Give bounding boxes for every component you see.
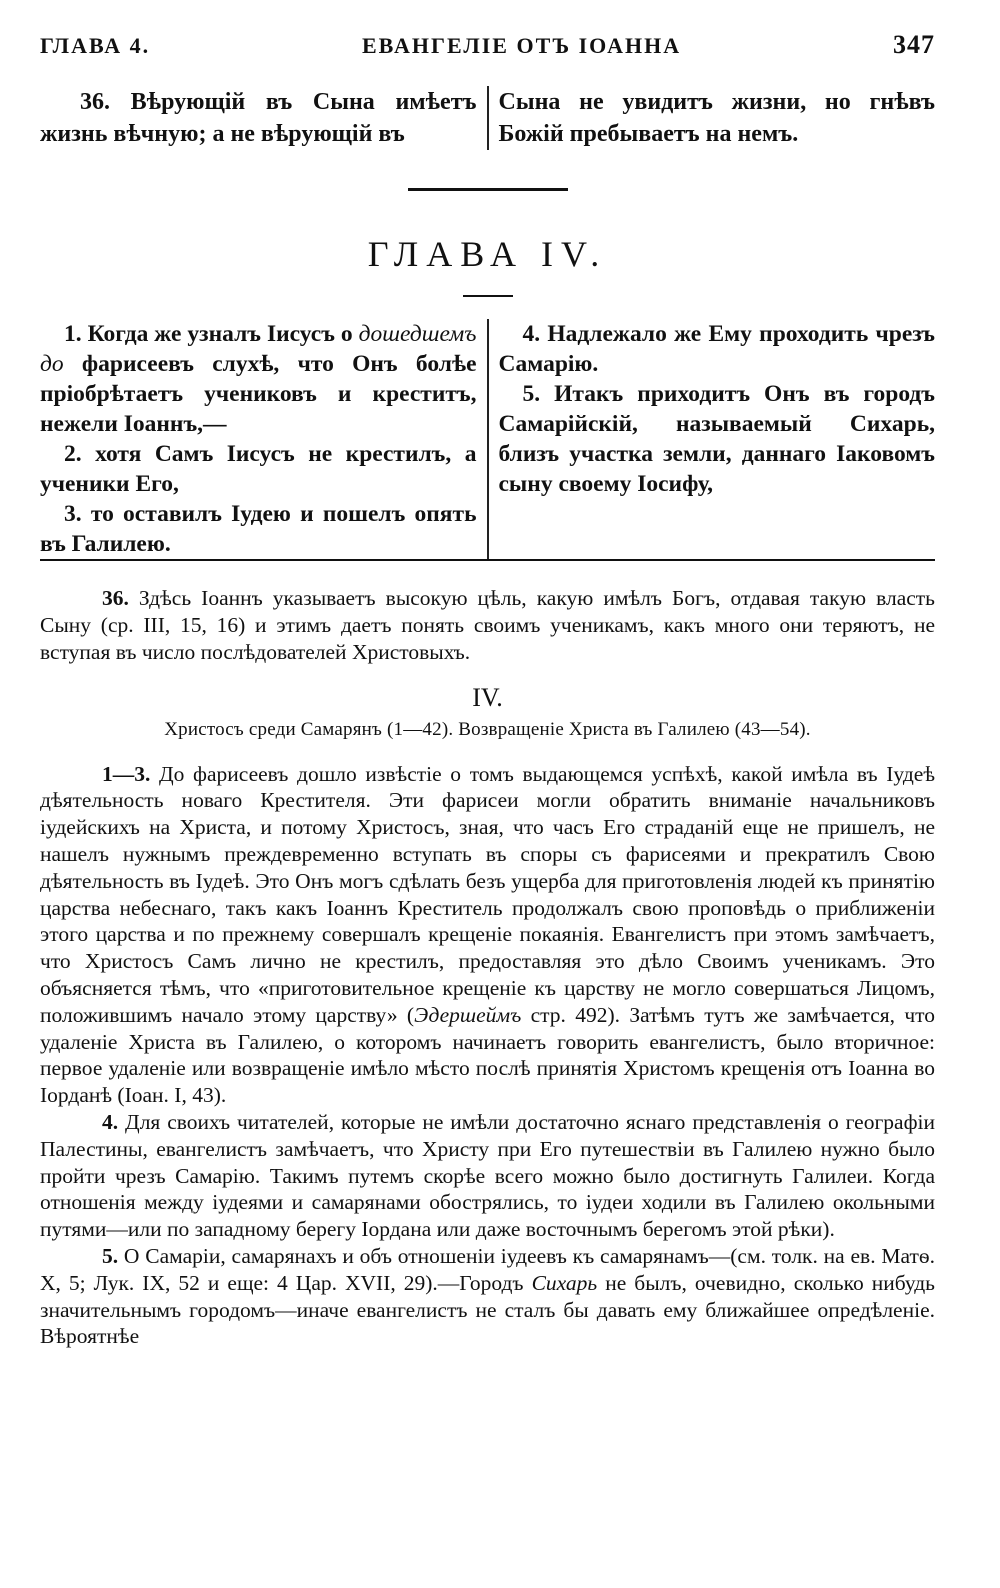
verse-4: 4. Надлежало же Ему проходить чрезъ Самарію. [498, 321, 935, 377]
verse-number: 4. [522, 321, 541, 347]
commentary-rule [40, 559, 935, 561]
comment-5: 5. О Самаріи, самарянахъ и объ отношеніи іудеевъ къ самарянамъ—(см. толк. на ев. Матѳ. X, 5; Лук. IX, 52 и еще: 4 Цар. XVII, 29).—Городъ Сихарь не былъ, очевидно, сколько нибудь значительнымъ городомъ—иначе евангелистъ не сталъ бы давать ему ближайшее опредѣленіе. Вѣроятнѣе [40, 1243, 935, 1349]
verse-number: 2. [64, 441, 82, 467]
header-title: ЕВАНГЕЛІЕ ОТЪ ІОАННА [361, 33, 682, 58]
chapter-verses [40, 319, 935, 559]
verse-number: 5. [522, 381, 541, 407]
comment-1-3: 1—3. До фарисеевъ дошло извѣстіе о томъ выдающемся успѣхѣ, какой имѣла въ Іудеѣ дѣятельность новаго Крестителя. Эти фарисеи могли обратить вниманіе начальниковъ іудейскихъ на Христа, и потому Христосъ, зная, что часъ Его страданій еще не пришелъ, не нашелъ нужнымъ преждевременно вступать въ споры съ фарисеями и прекратилъ Свою дѣятельность въ Іудеѣ. Это Онъ могъ сдѣлать безъ ущерба для приготовленія людей къ принятію царства небеснаго, такъ какъ Іоаннъ Креститель продолжалъ свою проповѣдь о приближеніи этого царства и по прежнему совершалъ крещеніе покаянія. Евангелистъ при этомъ замѣчаетъ, что Христосъ Самъ лично не крестилъ, предоставляя это дѣло Своимъ ученикамъ. Это объясняется тѣмъ, что «приготовительное крещеніе къ царству не могло совершаться Лицомъ, положившимъ начало этому царству» (Эдершеймъ стр. 492). Затѣмъ тутъ же замѣчается, что удаленіе Христа въ Галилею, о которомъ начинаетъ говорить евангелистъ, было вторичное: первое удаленіе или возвращеніе имѣло мѣсто послѣ принятія Христомъ крещенія отъ Іоанна во Іорданѣ (Іоан. I, 43). [40, 761, 935, 1108]
verse-3: 3. то оставилъ Іудею и пошелъ опять въ Галилею. [40, 501, 477, 557]
top-verse-left: 36. Вѣрующій въ Сына имѣетъ жизнь вѣчную; а не вѣрующій въ [40, 89, 477, 147]
italic-phrase: дошедшемъ до [40, 321, 477, 377]
verses-left-column [40, 319, 487, 559]
verse-1: 1. Когда же узналъ Іисусъ о дошедшемъ до фарисеевъ слухѣ, что Онъ болѣе пріобрѣтаетъ учениковъ и креститъ, нежели Іоаннъ,— [40, 321, 477, 437]
section-caption: Христосъ среди Самарянъ (1—42). Возвращеніе Христа въ Галилею (43—54). [164, 718, 811, 740]
italic-citation: Эдершеймъ [414, 1002, 522, 1027]
section-number: IV. [472, 682, 503, 712]
verse-2: 2. хотя Самъ Іисусъ не крестилъ, а ученики Его, [40, 441, 477, 497]
comment-36: 36. Здѣсь Іоаннъ указываетъ высокую цѣль, какую имѣлъ Богъ, отдавая такую власть Сыну (ср. III, 15, 16) и этимъ даетъ понять своимъ ученикамъ, какъ много они теряютъ, не вступая въ число послѣдователей Христовыхъ. [40, 586, 935, 665]
header-chapter: ГЛАВА 4. [40, 33, 151, 58]
commentary-body [40, 761, 935, 1351]
comment-number: 4. [102, 1109, 119, 1134]
comment-number: 36. [102, 586, 129, 610]
comment-number: 1—3. [102, 761, 151, 786]
separator-rule [408, 188, 568, 191]
page [40, 30, 935, 1350]
verse-5: 5. Итакъ приходитъ Онъ въ городъ Самарійскій, называемый Сихарь, близъ участка земли, даннаго Іаковомъ сыну своему Іосифу, [498, 381, 935, 497]
verse-number: 3. [64, 501, 82, 527]
page-number: 347 [893, 30, 935, 59]
top-verses [40, 86, 935, 150]
running-header [40, 30, 935, 74]
chapter-heading: ГЛАВА IV. [367, 234, 608, 274]
comment-number: 5. [102, 1243, 119, 1268]
top-verse-right: Сына не увидитъ жизни, но гнѣвъ Божій пребываетъ на немъ. [498, 89, 935, 147]
verses-right-column [489, 319, 936, 559]
italic-place: Сихарь [531, 1270, 598, 1295]
comment-4: 4. Для своихъ читателей, которые не имѣли достаточно яснаго представленія о географіи Палестины, евангелистъ замѣчаетъ, что Христу при Его путешествіи въ Галилею нужно было пройти чрезъ Самарію. Такимъ путемъ скорѣе всего можно было достигнуть Галилеи. Когда отношенія между іудеями и самарянами обострялись, то іудеи ходили въ Галилею окольными путями—или по западному берегу Іордана или даже восточнымъ берегомъ этой рѣки). [40, 1109, 935, 1242]
verse-number: 1. [64, 321, 82, 347]
separator-rule-small [463, 295, 513, 297]
